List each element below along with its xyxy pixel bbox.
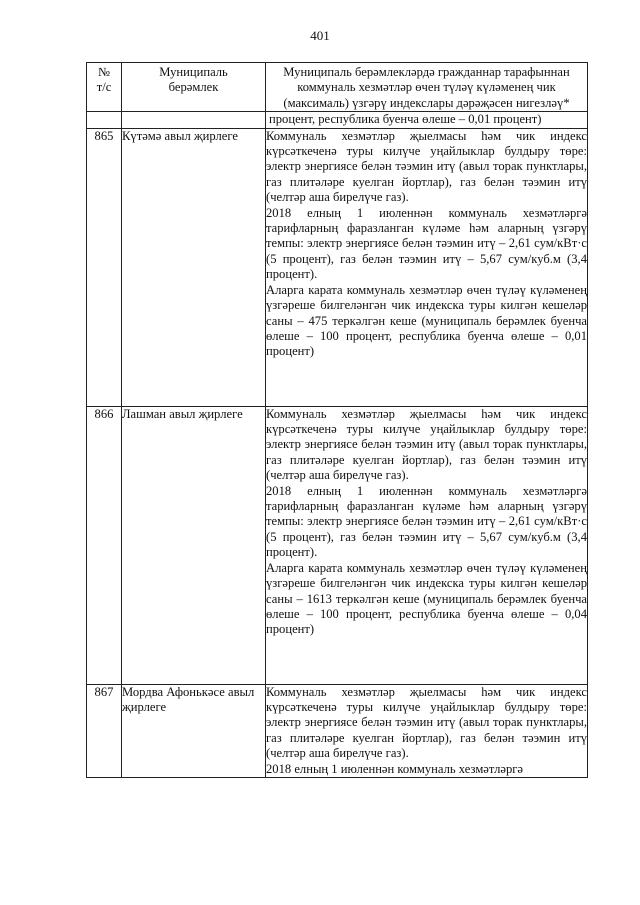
paragraph: Коммуналь хезмәтләр җыелмасы һәм чик индекс күрсәткеченә туры килүче уңайлыклар булдыру төре: электр энергиясе белән тәэмин итү (авыл торак пунктлары, газ плитәләре куелган йортлар), газ белән тәэмин итү (челтәр аша бирелүче газ). <box>266 128 587 205</box>
paragraph: Коммуналь хезмәтләр җыелмасы һәм чик индекс күрсәткеченә туры килүче уңайлыклар булдыру төре: электр энергиясе белән тәэмин итү (авыл торак пунктлары, газ плитәләре куелган йортлар), газ белән тәэмин итү (челтәр аша бирелүче газ). <box>266 406 587 483</box>
justification-cell <box>266 684 588 777</box>
table-row <box>87 684 588 777</box>
row-number: 867 <box>87 684 122 777</box>
header-justification: Муниципаль берәмлекләрдә гражданнар тарафыннан коммуналь хезмәтләр өчен түләү күләменең чик (максималь) үзгәрү индекслары дәрәҗәсен нигезләү* <box>266 63 588 112</box>
municipality-name: Мордва Афонькәсе авыл җирлеге <box>122 684 266 777</box>
page-number: 401 <box>310 28 330 43</box>
municipal-index-table <box>86 62 588 778</box>
table-header-row <box>87 63 588 112</box>
justification-cell <box>266 406 588 684</box>
row-number: 866 <box>87 406 122 684</box>
justification-cell <box>266 128 588 406</box>
table-row <box>87 128 588 406</box>
municipality-name: Лашман авыл җирлеге <box>122 406 266 684</box>
row-number: 865 <box>87 128 122 406</box>
table-row <box>87 406 588 684</box>
municipality-name: Күтәмә авыл җирлеге <box>122 128 266 406</box>
header-municipality: Муниципаль берәмлек <box>122 63 266 112</box>
continuation-text: процент, республика буенча өлеше – 0,01 процент) <box>266 112 588 128</box>
paragraph: 2018 елның 1 июленнән коммуналь хезмәтләргә <box>266 761 523 776</box>
paragraph: 2018 елның 1 июленнән коммуналь хезмәтләргә тарифларның фаразланган күләме һәм аларның үзгәрү темпы: электр энергиясе белән тәэмин итү – 2,61 сум/кВт·с (5 процент), газ белән тәэмин итү – 5,67 сум/куб.м (3,4 процент). <box>266 205 587 282</box>
continuation-row <box>87 112 588 128</box>
paragraph: Аларга карата коммуналь хезмәтләр өчен түләү күләменең үзгәреше билгеләнгән чик индекска туры килгән кешеләр саны – 475 теркәлгән кеше (муниципаль берәмлек буенча өлеше – 100 процент, республика буенча өлеше – 0,01 процент) <box>266 282 587 359</box>
paragraph: Аларга карата коммуналь хезмәтләр өчен түләү күләменең үзгәреше билгеләнгән чик индекска туры килгән кешеләр саны – 1613 теркәлгән кеше (муниципаль берәмлек буенча өлеше – 100 процент, республика буенча өлеше – 0,04 процент) <box>266 560 587 637</box>
header-number: № т/с <box>87 63 122 112</box>
paragraph: 2018 елның 1 июленнән коммуналь хезмәтләргә тарифларның фаразланган күләме һәм аларның үзгәрү темпы: электр энергиясе белән тәэмин итү – 2,61 сум/кВт·с (5 процент), газ белән тәэмин итү – 5,67 сум/куб.м (3,4 процент). <box>266 483 587 560</box>
paragraph: Коммуналь хезмәтләр җыелмасы һәм чик индекс күрсәткеченә туры килүче уңайлыклар булдыру төре: электр энергиясе белән тәэмин итү (авыл торак пунктлары, газ плитәләре куелган йортлар), газ белән тәэмин итү (челтәр аша бирелүче газ). <box>266 684 587 761</box>
